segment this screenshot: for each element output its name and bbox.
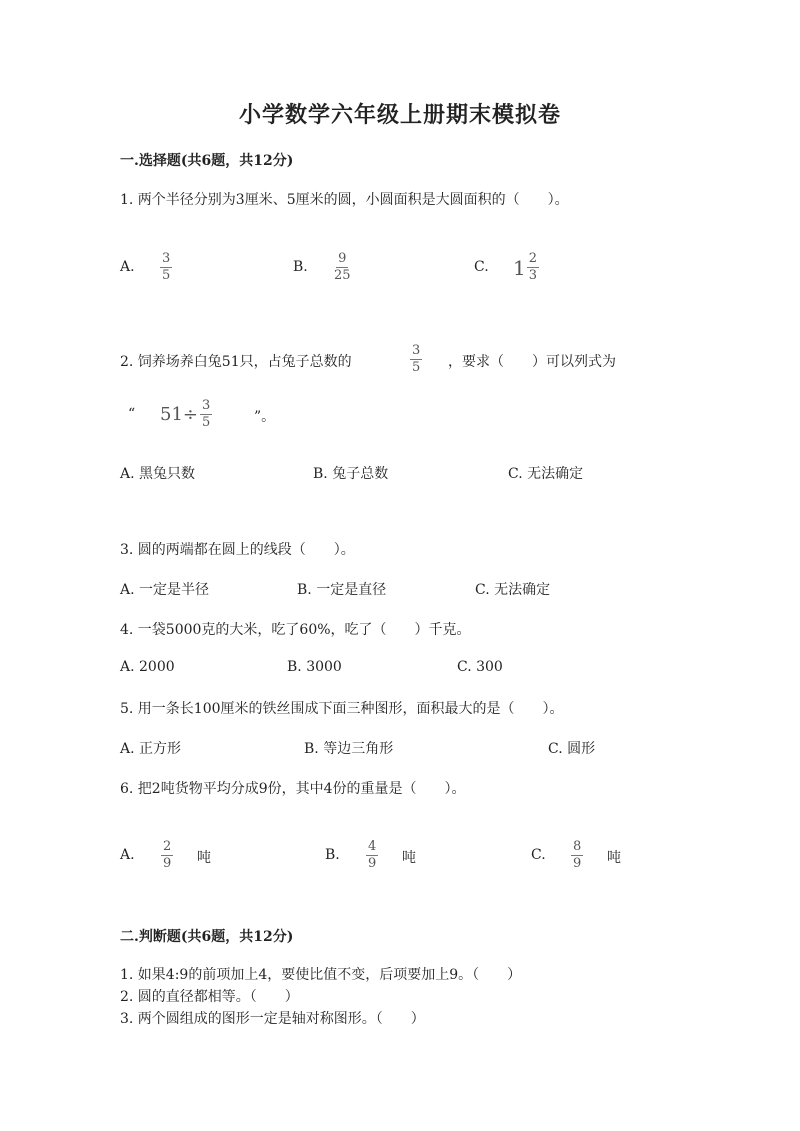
q6-option-a-unit: 吨 [197,850,211,866]
fraction-denominator: 5 [202,415,211,430]
q2-fraction [410,344,422,375]
q1-option-a-label: A. [120,259,135,275]
fraction-numerator: 2 [163,839,172,854]
section-heading-judgement: 二.判断题(共6题，共12分) [120,929,294,945]
q6-option-a-fraction [161,840,173,871]
q4-option-b: B. 3000 [287,659,342,675]
fraction-denominator: 3 [528,268,538,283]
q1-option-b-fraction [334,252,351,283]
q1-option-c-mixed-number [513,252,539,283]
q6-option-c-unit: 吨 [607,850,621,866]
fraction-denominator: 5 [162,268,171,283]
fraction-denominator: 9 [368,856,377,871]
fraction-numerator: 3 [162,251,171,266]
q5-option-a: A. 正方形 [120,741,182,757]
question-5-text: 5. 用一条长100厘米的铁丝围成下面三种图形，面积最大的是（ ）。 [120,701,564,717]
question-4-text: 4. 一袋5000克的大米，吃了60%，吃了（ ）千克。 [120,622,471,638]
q6-option-b-label: B. [325,847,340,863]
judgement-item-1: 1. 如果4:9的前项加上4，要使比值不变，后项要加上9。（ ） [120,967,522,983]
fraction-denominator: 25 [334,268,351,283]
q5-option-c: C. 圆形 [548,741,596,757]
page-title: 小学数学六年级上册期末模拟卷 [238,102,561,128]
judgement-item-2: 2. 圆的直径都相等。（ ） [120,989,299,1005]
q6-option-c-label: C. [531,847,546,863]
mixed-fraction [527,252,539,283]
mixed-whole: 1 [513,255,526,280]
q1-option-c-label: C. [474,259,489,275]
question-2-text-before: 2. 饲养场养白兔51只，占兔子总数的 [120,354,352,370]
q1-option-a-fraction [160,252,172,283]
fraction-denominator: 5 [412,360,421,375]
q4-option-c: C. 300 [457,659,503,675]
q3-option-a: A. 一定是半径 [120,582,210,598]
question-3-text: 3. 圆的两端都在圆上的线段（ ）。 [120,542,355,558]
fraction-numerator: 8 [573,839,582,854]
question-6-text: 6. 把2吨货物平均分成9份，其中4份的重量是（ ）。 [120,781,466,797]
q5-option-b: B. 等边三角形 [304,741,394,757]
fraction-numerator: 3 [412,343,421,358]
fraction-denominator: 9 [573,856,582,871]
fraction-denominator: 9 [163,856,172,871]
q6-option-c-fraction [571,840,583,871]
q2-open-quote: “ [128,406,136,422]
q6-option-a-label: A. [120,847,135,863]
q6-option-b-unit: 吨 [402,850,416,866]
fraction-numerator: 4 [368,839,377,854]
question-2-text-after: ，要求（ ）可以列式为 [448,354,616,370]
fraction-numerator: 2 [528,251,538,266]
q1-option-b-label: B. [293,259,308,275]
q2-expression [160,399,212,430]
section-heading-choice: 一.选择题(共6题，共12分) [120,153,294,169]
expression-fraction [200,399,212,430]
question-1-text: 1. 两个半径分别为3厘米、5厘米的圆，小圆面积是大圆面积的（ ）。 [120,192,569,208]
q2-option-a: A. 黑兔只数 [120,466,196,482]
fraction-numerator: 3 [202,398,211,413]
judgement-item-3: 3. 两个圆组成的图形一定是轴对称图形。（ ） [120,1011,425,1027]
q6-option-b-fraction [366,840,378,871]
q4-option-a: A. 2000 [120,659,175,675]
q3-option-b: B. 一定是直径 [297,582,387,598]
q2-option-c: C. 无法确定 [508,466,584,482]
q2-close-quote: ”。 [254,409,276,425]
q2-option-b: B. 兔子总数 [313,466,389,482]
fraction-numerator: 9 [338,251,347,266]
q3-option-c: C. 无法确定 [475,582,551,598]
expression-lead: 51÷ [160,404,198,425]
